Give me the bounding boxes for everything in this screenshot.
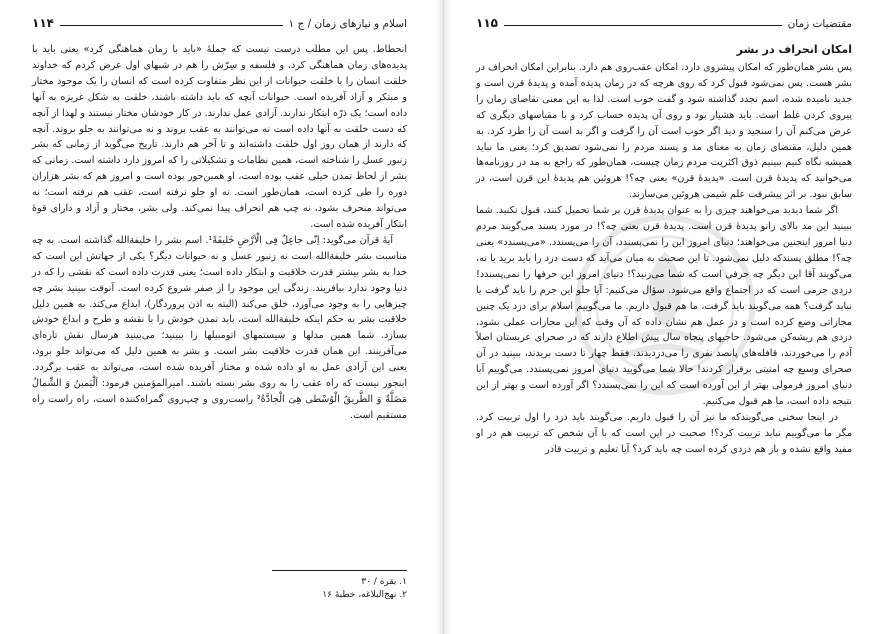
left-page-body bbox=[32, 42, 407, 424]
header-rule bbox=[504, 25, 782, 26]
right-page bbox=[443, 0, 886, 634]
header-rule bbox=[60, 25, 283, 26]
footnote: ۱. بقره / ۳۰ bbox=[361, 577, 407, 587]
page-number: ۱۱۵ bbox=[476, 16, 498, 30]
footnotes bbox=[32, 570, 407, 602]
left-page-header bbox=[32, 12, 407, 30]
page-number: ۱۱۴ bbox=[32, 16, 54, 30]
paragraph: پس بشر همان‌طور که امکان پیشروی دارد، امکان عقب‌روی هم دارد. بنابراین امکان انحراف در بشر هست. پس نمی‌شود قبول کرد که روی هرچه که در زمان پدیده آمده و پدیدهٔ قرن است و جدید نامیده شده، اسم تجدد گذاشته شود و گفت خوب است. لذا به این معنی تقاضای زمان را پیروی کردن غلط است. باید هشیار بود و روی آن پدیده حساب کرد و با مقیاسهای دیگری که عرض می‌کنم آن را سنجید و دید اگر خوب است آن را گرفت و اگر بد است آن را طرد کرد. به همین دلیل، مقتضای زمان به معنای مد و پسند مردم را نمی‌شود تصدیق کرد؛ یعنی ما نباید همیشه نگاه کنیم ببینیم ذوق اکثریت مردم زمان چیست، همان‌طور که راجع به مد در روزنامه‌ها می‌خوانید که پدیدهٔ قرن است. «پدیدهٔ قرن» یعنی چه؟! هروئین هم پدیدهٔ این قرن است، در سابق نبود. بر اثر پیشرفت علم شیمی هروئین می‌سازند. bbox=[476, 62, 852, 201]
paragraph: در اینجا سخنی می‌گویندکه ما نیز آن را قبول داریم. می‌گویند باید دزد را اول تربیت کرد. مگر ما می‌گوییم نباید تربیت کرد؟! صحبت در این است که با آن شخص که تربیت هم در او مفید واقع نشده و باز هم دزدی کرده است چه باید کرد؟ آیا تعلیم و تربیت قادر bbox=[476, 411, 852, 455]
gutter-shadow bbox=[444, 0, 452, 634]
paragraph: اگر شما دیدید می‌خواهند چیزی را به عنوان پدیدهٔ قرن بر شما تحمیل کنند، قبول نکنید. شما ببینید این مد بالای زانو پدیدهٔ قرن است. پدیدهٔ قرن یعنی چه؟! در مورد پسند می‌گویند مردم دنیا امروز اینجنین می‌خواهند؛ دنیای امروز این را نمی‌پسندد، آن را می‌پسندد. «می‌پسندد» یعنی چه؟! مطلق پسندکه دلیل نمی‌شود. تا این صحبت به میان می‌آید که دست دزد را باید برید یا نه، می‌گویند آقا این دیگر چه حرفی است که شما می‌زنید؟! دنیای امروز این حرفها را نمی‌پسندد! دزدی جرمی است که در اجتماع واقع می‌شود. سؤال می‌کنیم: آیا جلو این جرم را باید گرفت یا نباید گرفت؟ همه می‌گویند باید گرفت، ما هم قبول داریم. ما می‌گوییم اسلام برای دزد یک چنین مجازاتی وضع کرده است و در عمل هم نشان داده که آن وقت که این مجازات عملی بشود، دزدی هم ریشه‌کن می‌شود. حاجیهای پنجاه سال پیش اطلاع دارند که در صحرای عربستان اصلاً آدم را می‌خوردند، قافله‌های پانصد نفری را می‌دزدیدند. فقط چهار تا دست بریدند، ببینید در آن صحرای وسیع چه امنیتی برقرار کردند! حالا شما می‌گویید دنیای امروز نمی‌پسندد. می‌گوییم آیا دنیای امروز فرمولی بهتر از این آورده است که این را نمی‌پسندد؟ اگر آورده است و بهتر از این نتیجه داده است، ما هم قبول می‌کنیم. bbox=[476, 205, 852, 408]
section-title: امکان انحراف در بشر bbox=[736, 43, 852, 56]
running-title: اسلام و نیازهای زمان / ج ۱ bbox=[288, 18, 407, 30]
footnote-rule bbox=[272, 570, 407, 571]
running-title: مقتضیات زمان bbox=[787, 18, 852, 30]
right-page-header bbox=[476, 12, 852, 30]
paragraph: آیهٔ قرآن می‌گوید: اِنّی جاعِلٌ فِی الْاَرْضِ خَلیفَةً¹. اسم بشر را خلیفةالله گذاشته است. به چه مناسبت بشر خلیفة‌الله است نه زنبور عسل و نه حیوانات دیگر؟ یکی از جهاتش این است که خدا به بشر بیشتر قدرت خلاقیت و ابتکار داده است؛ یعنی قدرت داده است که نقشی را که در دنیا وجود ندارد بیافریند. زندگی این موجود را از صفر شروع کرده است. آنوقت ببینید بشر چه چیزهایی را به وجود می‌آورد، خلق می‌کند (البته به اذن پروردگار)، ابداع می‌کند. به همین دلیل خلاقیت بشر به حکم اینکه خلیفةالله است، باید تمدن خودش را با نقشه و طرح و ابداع خودش بسازد. شما همین مدلها و سیستمهای اتومبیلها را ببینید؛ می‌بینید هرسال نقش تازه‌ای می‌آفرینند. این همان قدرت خلاقیت بشر است. و بشر به همین دلیل که می‌تواند جلو برود، یعنی این آزادی عمل به او داده شده و مختار آفریده شده است، می‌تواند به عقب برگردد. اینجور نیست که راه عقب را به روی بشر بسته باشند. امیرالمؤمنین فرمود: اَلْیَمینُ وَ الشِّمالُ مَضَلَّةٌ وَ الطَّریقُ الْوُسْطی هِیَ الْجادَّةُ² راست‌روی و چپ‌روی گمراه‌کننده است، راه راست راه مستقیم است. bbox=[32, 234, 407, 421]
right-page-body bbox=[476, 60, 852, 458]
left-page bbox=[0, 0, 443, 634]
paragraph: انحطاط. پس این مطلب درست نیست که جملهٔ «باید با زمان هماهنگی کرد» یعنی باید با پدیده‌های زمان هماهنگی کرد، و فلسفه و سِرّش را هم در شبهای اول عرض کردم که خداوند خلقت انسان را با خلقت حیوانات از این نظر متفاوت کرده است که انسان را یک موجود مختار و مبتکر و آزاد آفریده است. حیوانات آنچه که باید داشته باشند، خلقت به شکل غریزه به آنها داده است؛ یک ذرّه ابتکار ندارند. آزادی عمل ندارند. در کار خودشان مختار نیستند و لهذا از آنچه که دست خلقت به آنها داده است نه می‌توانند به عقب بروند و نه می‌توانند به جلو بروند. آنچه که دارند از همان روز اول خلقت داشته‌اند و تا آخر هم دارند. تاریخ می‌گوید از زمانی که بشر زنبور عسل را شناخته است، همین نظامات و تشکیلاتی را که امروز دارد داشته است. زمانی که بشر از لحاظ تمدن خیلی عقب بوده است، او همین‌جور بوده است و امروز هم که بشر هزاران دوره را طی کرده است، همان‌طور است. نه او جلو نرفته است، عقب هم نرفته است؛ نه می‌تواند منحرف بشود، نه چپ هم انحراف پیدا نمی‌کند. ولی بشر، مختار و آزاد و دارای قوهٔ ابتکار آفریده شده است. bbox=[32, 44, 407, 230]
gutter-shadow bbox=[435, 0, 443, 634]
footnote: ۲. نهج‌البلاغه، خطبهٔ ۱۶ bbox=[322, 590, 407, 600]
